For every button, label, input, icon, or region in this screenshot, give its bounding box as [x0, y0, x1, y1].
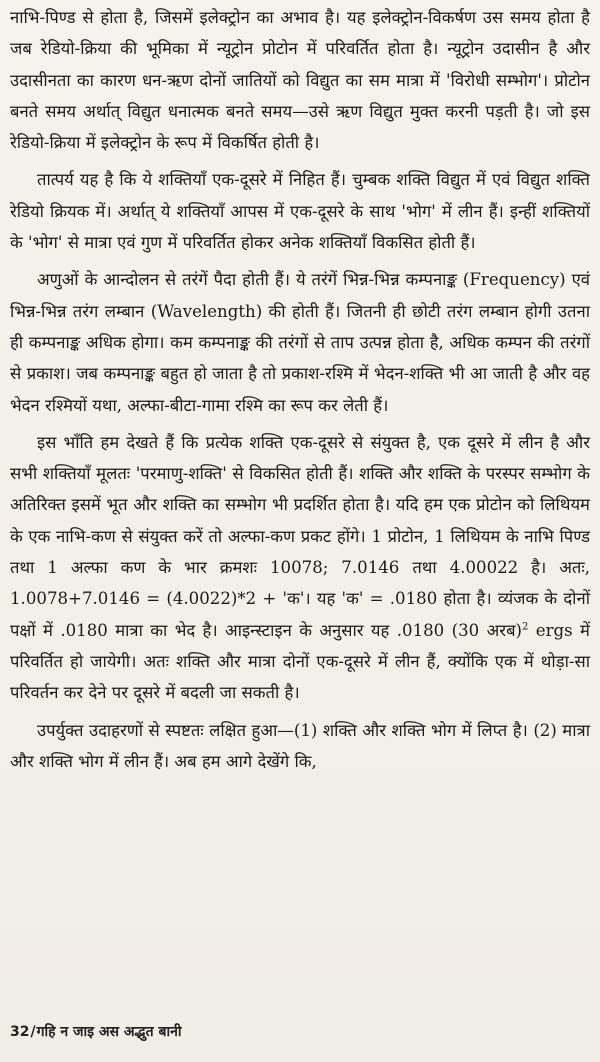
paragraph-4-text: इस भाँति हम देखते हैं कि प्रत्येक शक्ति एक-दूसरे से संयुक्त है, एक दूसरे में लीन है और सभी शक्तियाँ मूलतः 'परमाणु-शक्ति' से विकसित होती हैं। शक्ति और शक्ति के परस्पर सम्भोग के अतिरिक्त इसमें भूत और शक्ति का सम्भोग भी प्रदर्शित होता है। यदि हम एक प्रोटोन को लिथियम के एक नाभि-कण से संयुक्त करें तो अल्फा-कण प्रकट होंगे। 1 प्रोटोन, 1 लिथियम के नाभि पिण्ड तथा 1 अल्फा कण के भार क्रमशः 10078; 7.0146 तथा 4.00022 है। अतः, 1.0078+7.0146 = (4.0022)*2 + 'क'। यह 'क' = .0180 होता है। व्यंजक के दोनों पक्षों में .0180 मात्रा का भेद है। आइन्स्टाइन के अनुसार यह .0180 (30 अरब): [10, 432, 590, 640]
paragraph-4: [10, 427, 590, 709]
paragraph-5: उपर्युक्त उदाहरणों से स्पष्टतः लक्षित हुआ—(1) शक्ति और शक्ति भोग में लिप्त है। (2) मात्रा और शक्ति भोग में लीन हैं। अब हम आगे देखेंगे कि,: [10, 720, 590, 771]
paragraph-4-continuation: ergs में परिवर्तित हो जायेगी। अतः शक्ति और मात्रा दोनों एक-दूसरे में लीन हैं, क्योंकि एक में थोड़ा-सा परिवर्तन कर देने पर दूसरे में बदली जा सकती है।: [10, 620, 590, 703]
page-footer: [10, 1022, 181, 1041]
paragraph-2: तात्पर्य यह है कि ये शक्तियाँ एक-दूसरे में निहित हैं। चुम्बक शक्ति विद्युत में एवं विद्युत शक्ति रेडियो क्रियक में। अर्थात् ये शक्तियाँ आपस में एक-दूसरे के साथ 'भोग' में लीन हैं। इन्हीं शक्तियों के 'भोग' से मात्रा एवं गुण में परिवर्तित होकर अनेक शक्तियाँ विकसित होती हैं।: [10, 170, 590, 253]
book-title: गहि न जाइ अस अद्भुत बानी: [36, 1024, 182, 1040]
footer-separator: /: [30, 1024, 36, 1040]
page-number: 32: [10, 1024, 30, 1040]
page-body: [10, 2, 590, 777]
paragraph-1: नाभि-पिण्ड से होता है, जिसमें इलेक्ट्रोन का अभाव है। यह इलेक्ट्रोन-विकर्षण उस समय होता है जब रेडियो-क्रिया की भूमिका में न्यूट्रोन प्रोटोन में परिवर्तित होता है। न्यूट्रोन उदासीन है और उदासीनता का कारण धन-ऋण दोनों जातियों को विद्युत का सम मात्रा में 'विरोधी सम्भोग'। प्रोटोन बनते समय अर्थात् विद्युत धनात्मक बनते समय—उसे ऋण विद्युत मुक्त करनी पड़ती है। जो इस रेडियो-क्रिया में इलेक्ट्रोन के रूप में विकर्षित होती है।: [10, 8, 590, 153]
exponent-superscript: 2: [522, 621, 529, 633]
paragraph-3: अणुओं के आन्दोलन से तरंगें पैदा होती हैं। ये तरंगें भिन्न-भिन्न कम्पनाङ्क (Frequency) एवं भिन्न-भिन्न तरंग लम्बान (Wavelength) की होती हैं। जितनी ही छोटी तरंग लम्बान होगी उतना ही कम्पनाङ्क अधिक होगा। कम कम्पनाङ्क की तरंगों से ताप उत्पन्न होता है, अधिक कम्पन की तरंगों से प्रकाश। जब कम्पनाङ्क बहुत हो जाता है तो प्रकाश-रश्मि में भेदन-शक्ति भी आ जाती है और वह भेदन रश्मियों यथा, अल्फा-बीटा-गामा रश्मि का रूप कर लेती हैं।: [10, 270, 590, 415]
